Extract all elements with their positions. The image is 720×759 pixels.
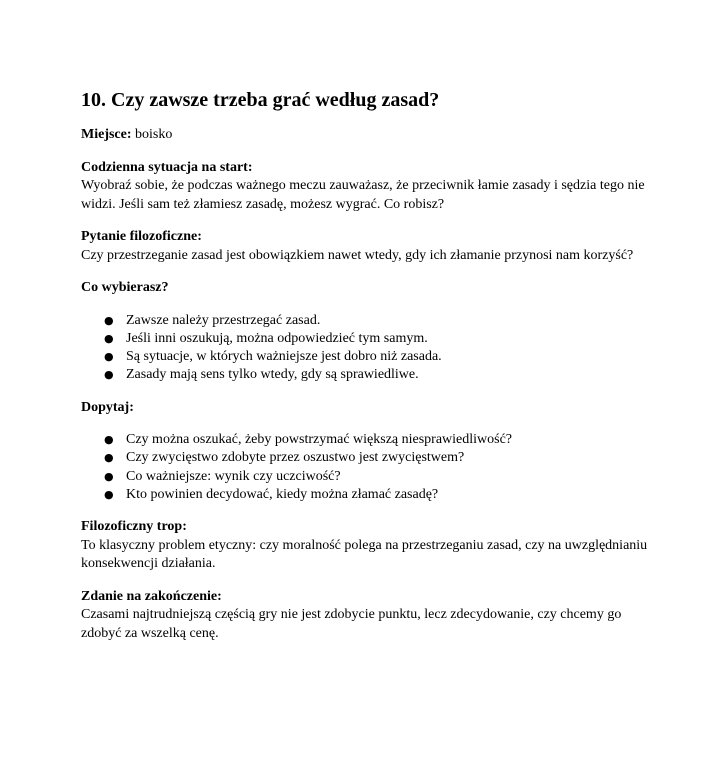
bullet-icon: ●: [104, 451, 114, 465]
list-item: [81, 486, 651, 504]
choices-heading: [81, 279, 651, 298]
bullet-icon: ●: [104, 433, 114, 447]
followup-text: Co ważniejsze: wynik czy uczciwość?: [126, 468, 341, 484]
place-value: boisko: [135, 127, 173, 142]
place-label: Miejsce:: [81, 127, 132, 142]
place-line: [81, 126, 651, 145]
list-item: [81, 449, 651, 467]
list-item: [81, 366, 651, 384]
document-page: [81, 88, 651, 657]
choice-text: Zasady mają sens tylko wtedy, gdy są sprawiedliwe.: [126, 367, 419, 383]
trope-section: [81, 518, 651, 574]
followup-list: [81, 431, 651, 504]
question-label: Pytanie filozoficzne:: [81, 229, 202, 244]
bullet-icon: ●: [104, 368, 114, 382]
followup-text: Czy zwycięstwo zdobyte przez oszustwo jest zwycięstwem?: [126, 450, 465, 466]
list-item: [81, 330, 651, 348]
choices-list: [81, 312, 651, 385]
bullet-icon: ●: [104, 350, 114, 364]
followup-text: Czy można oszukać, żeby powstrzymać większą niesprawiedliwość?: [126, 432, 513, 448]
choice-text: Zawsze należy przestrzegać zasad.: [126, 312, 321, 328]
situation-section: [81, 159, 651, 215]
bullet-icon: ●: [104, 331, 114, 345]
choices-label: Co wybierasz?: [81, 280, 169, 295]
list-item: [81, 312, 651, 330]
choice-text: Są sytuacje, w których ważniejsze jest dobro niż zasada.: [126, 349, 442, 365]
ending-label: Zdanie na zakończenie:: [81, 588, 222, 604]
choice-text: Jeśli inni oszukują, można odpowiedzieć tym samym.: [126, 330, 428, 346]
page-title: 10. Czy zawsze trzeba grać według zasad?: [81, 89, 440, 111]
followup-label: Dopytaj:: [81, 399, 134, 415]
trope-label: Filozoficzny trop:: [81, 519, 187, 535]
followup-text: Kto powinien decydować, kiedy można złamać zasadę?: [126, 487, 439, 503]
situation-text: Wyobraź sobie, że podczas ważnego meczu zauważasz, że przeciwnik łamie zasady i sędzia tego nie widzi. Jeśli sam też złamiesz zasadę, możesz wygrać. Co robisz?: [81, 178, 645, 212]
situation-label: Codzienna sytuacja na start:: [81, 159, 253, 175]
followup-heading: [81, 399, 651, 418]
ending-section: [81, 588, 651, 644]
list-item: [81, 431, 651, 449]
list-item: [81, 348, 651, 366]
ending-text: Czasami najtrudniejszą częścią gry nie jest zdobycie punktu, lecz zdecydowanie, czy chcemy go zdobyć za wszelką cenę.: [81, 607, 622, 641]
trope-text: To klasyczny problem etyczny: czy moralność polega na przestrzeganiu zasad, czy na uwzględnianiu konsekwencji działania.: [81, 537, 648, 572]
bullet-icon: ●: [104, 313, 114, 327]
question-section: [81, 228, 651, 265]
bullet-icon: ●: [104, 488, 114, 502]
list-item: [81, 468, 651, 486]
question-text: Czy przestrzeganie zasad jest obowiązkiem nawet wtedy, gdy ich złamanie przynosi nam korzyść?: [81, 247, 634, 263]
bullet-icon: ●: [104, 469, 114, 483]
